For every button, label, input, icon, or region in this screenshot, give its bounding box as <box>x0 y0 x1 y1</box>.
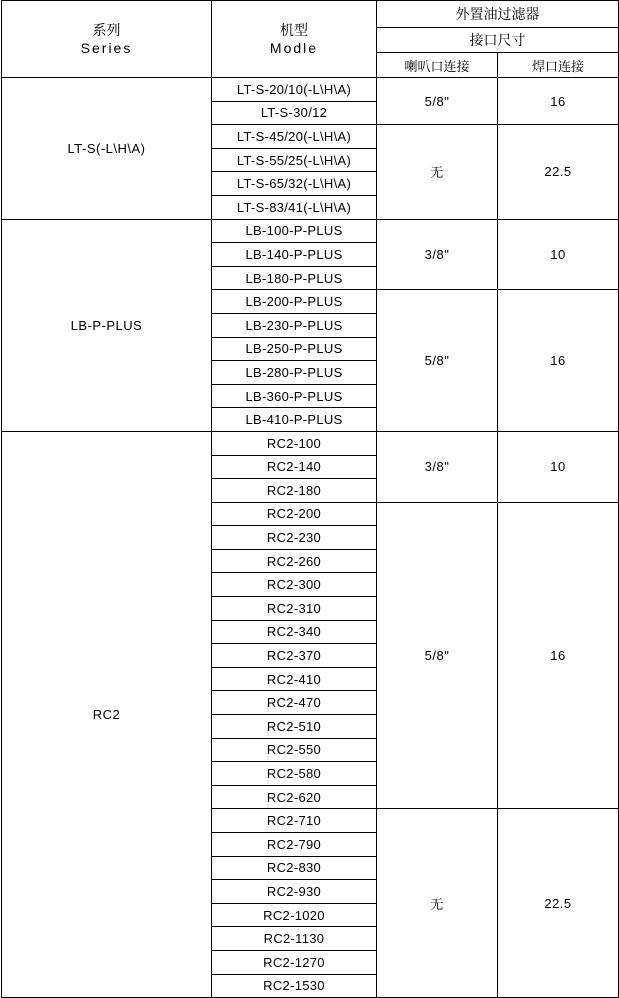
model-cell: RC2-930 <box>212 880 377 904</box>
header-model <box>212 1 377 78</box>
weld-connection-cell: 10 <box>498 219 619 290</box>
table-header <box>2 1 619 78</box>
weld-connection-cell: 16 <box>498 78 619 125</box>
specification-table <box>1 0 619 998</box>
model-cell: RC2-710 <box>212 809 377 833</box>
model-cell: RC2-200 <box>212 502 377 526</box>
header-series-en: Series <box>80 40 133 56</box>
model-cell: RC2-510 <box>212 715 377 739</box>
horn-connection-cell: 无 <box>377 125 498 219</box>
model-cell: RC2-790 <box>212 833 377 857</box>
table-row <box>2 219 619 243</box>
model-cell: RC2-1020 <box>212 903 377 927</box>
weld-connection-cell: 10 <box>498 431 619 502</box>
horn-connection-cell: 5/8" <box>377 502 498 809</box>
model-cell: LB-360-P-PLUS <box>212 384 377 408</box>
series-cell: RC2 <box>2 431 212 997</box>
model-cell: RC2-1270 <box>212 950 377 974</box>
model-cell: LB-250-P-PLUS <box>212 337 377 361</box>
model-cell: RC2-830 <box>212 856 377 880</box>
model-cell: RC2-550 <box>212 738 377 762</box>
model-cell: LB-180-P-PLUS <box>212 266 377 290</box>
header-weld-connection: 焊口连接 <box>498 53 619 78</box>
series-cell: LB-P-PLUS <box>2 219 212 431</box>
weld-connection-cell: 16 <box>498 290 619 432</box>
model-cell: RC2-300 <box>212 573 377 597</box>
header-model-en: Modle <box>269 40 319 56</box>
table-row <box>2 78 619 102</box>
model-cell: RC2-340 <box>212 620 377 644</box>
model-cell: LT-S-45/20(-L\H\A) <box>212 125 377 149</box>
model-cell: RC2-230 <box>212 526 377 550</box>
header-horn-connection: 喇叭口连接 <box>377 53 498 78</box>
horn-connection-cell: 3/8" <box>377 431 498 502</box>
table-row <box>2 431 619 455</box>
horn-connection-cell: 5/8" <box>377 78 498 125</box>
header-model-cn: 机型 <box>280 22 308 38</box>
header-filter-title: 外置油过滤器 <box>377 1 619 28</box>
horn-connection-cell: 3/8" <box>377 219 498 290</box>
model-cell: LT-S-20/10(-L\H\A) <box>212 78 377 102</box>
model-cell: LB-230-P-PLUS <box>212 313 377 337</box>
model-cell: RC2-620 <box>212 785 377 809</box>
model-cell: RC2-470 <box>212 691 377 715</box>
header-series-cn: 系列 <box>92 22 121 38</box>
model-cell: LT-S-55/25(-L\H\A) <box>212 148 377 172</box>
header-series <box>2 1 212 78</box>
model-cell: RC2-310 <box>212 597 377 621</box>
model-cell: LB-100-P-PLUS <box>212 219 377 243</box>
model-cell: LB-140-P-PLUS <box>212 243 377 267</box>
model-cell: RC2-580 <box>212 762 377 786</box>
weld-connection-cell: 22.5 <box>498 809 619 998</box>
model-cell: LB-200-P-PLUS <box>212 290 377 314</box>
horn-connection-cell: 5/8" <box>377 290 498 432</box>
model-cell: LT-S-65/32(-L\H\A) <box>212 172 377 196</box>
model-cell: RC2-410 <box>212 667 377 691</box>
header-interface-title: 接口尺寸 <box>377 28 619 53</box>
model-cell: LB-280-P-PLUS <box>212 361 377 385</box>
model-cell: RC2-1530 <box>212 974 377 998</box>
model-cell: RC2-140 <box>212 455 377 479</box>
model-cell: LT-S-30/12 <box>212 101 377 125</box>
horn-connection-cell: 无 <box>377 809 498 998</box>
weld-connection-cell: 16 <box>498 502 619 809</box>
series-cell: LT-S(-L\H\A) <box>2 78 212 220</box>
table-body <box>2 78 619 998</box>
model-cell: RC2-100 <box>212 431 377 455</box>
model-cell: LB-410-P-PLUS <box>212 408 377 432</box>
weld-connection-cell: 22.5 <box>498 125 619 219</box>
model-cell: RC2-370 <box>212 644 377 668</box>
model-cell: RC2-1130 <box>212 927 377 951</box>
model-cell: LT-S-83/41(-L\H\A) <box>212 195 377 219</box>
model-cell: RC2-260 <box>212 549 377 573</box>
model-cell: RC2-180 <box>212 479 377 503</box>
